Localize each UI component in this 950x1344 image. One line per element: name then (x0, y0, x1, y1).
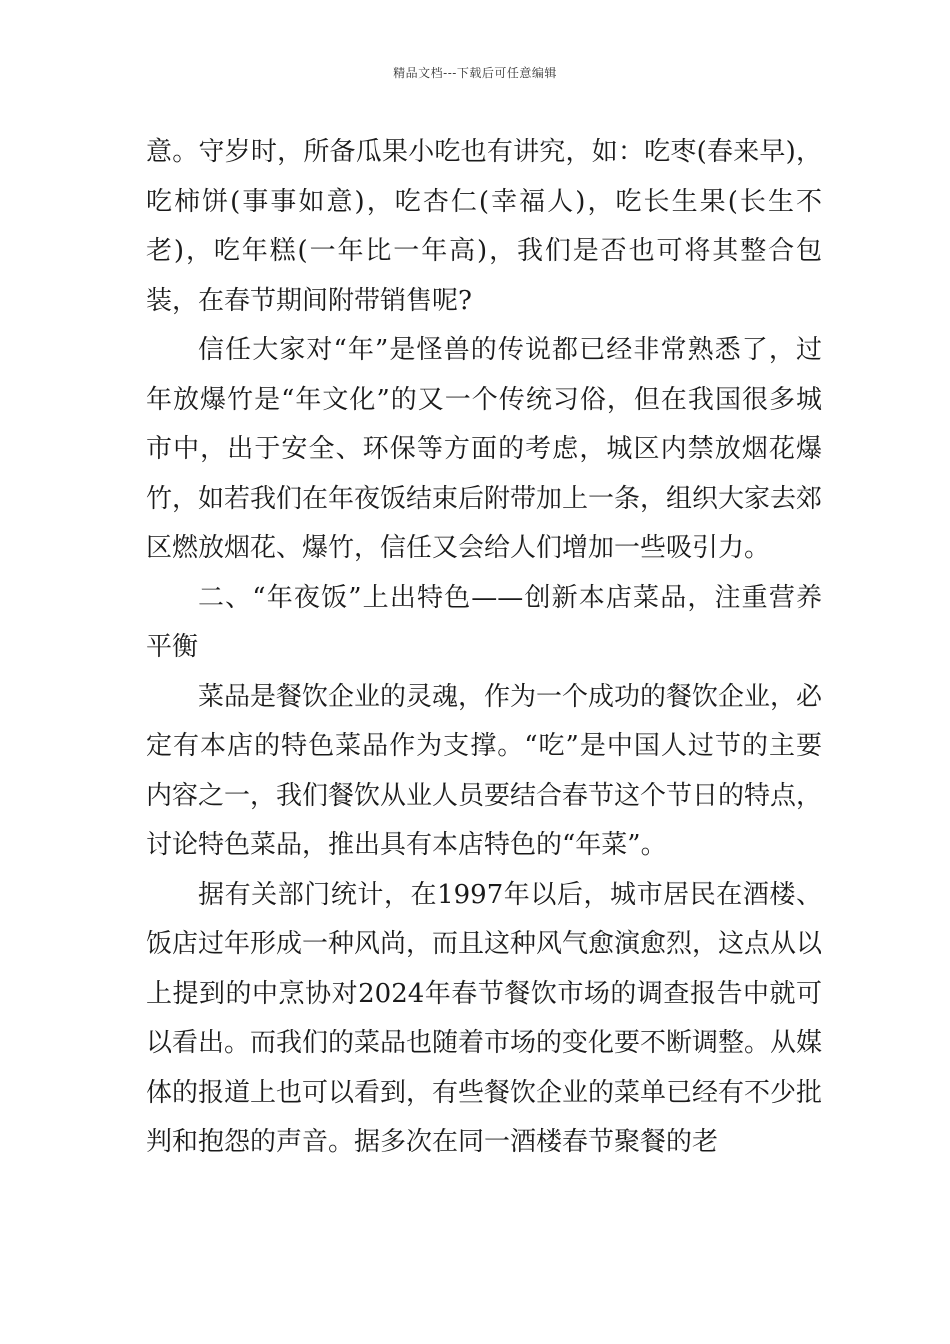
paragraph-fireworks: 信任大家对“年”是怪兽的传说都已经非常熟悉了，过年放爆竹是“年文化”的又一个传统习俗，但在我国很多城市中，出于安全、环保等方面的考虑，城区内禁放烟花爆竹，如若我们在年夜饭结束后附带加上一条，组织大家去郊区燃放烟花、爆竹，信任又会给人们增加一些吸引力。 (146, 335, 823, 563)
paragraph-dishes: 菜品是餐饮企业的灵魂，作为一个成功的餐饮企业，必定有本店的特色菜品作为支撑。“吃”是中国人过节的主要内容之一，我们餐饮从业人员要结合春节这个节日的特点，讨论特色菜品，推出具有本店特色的“年菜”。 (146, 681, 823, 860)
section-heading: 二、“年夜饭”上出特色——创新本店菜品，注重营养平衡 (146, 582, 822, 662)
page-header: 精品文档---下载后可任意编辑 (393, 66, 557, 80)
paragraph-continuation: 意。守岁时，所备瓜果小吃也有讲究，如：吃枣(春来早)，吃柿饼(事事如意)，吃杏仁(幸福人)，吃长生果(长生不老)，吃年糕(一年比一年高)，我们是否也可将其整合包装，在春节期间附带销售呢? (146, 137, 822, 316)
paragraph-statistics: 据有关部门统计，在1997年以后，城市居民在酒楼、饭店过年形成一种风尚，而且这种风气愈演愈烈，这点从以上提到的中烹协对2024年春节餐饮市场的调查报告中就可以看出。而我们的菜品也随着市场的变化要不断调整。从媒体的报道上也可以看到，有些餐饮企业的菜单已经有不少批判和抱怨的声音。据多次在同一酒楼春节聚餐的老 (146, 879, 823, 1157)
document-body (146, 128, 822, 1168)
